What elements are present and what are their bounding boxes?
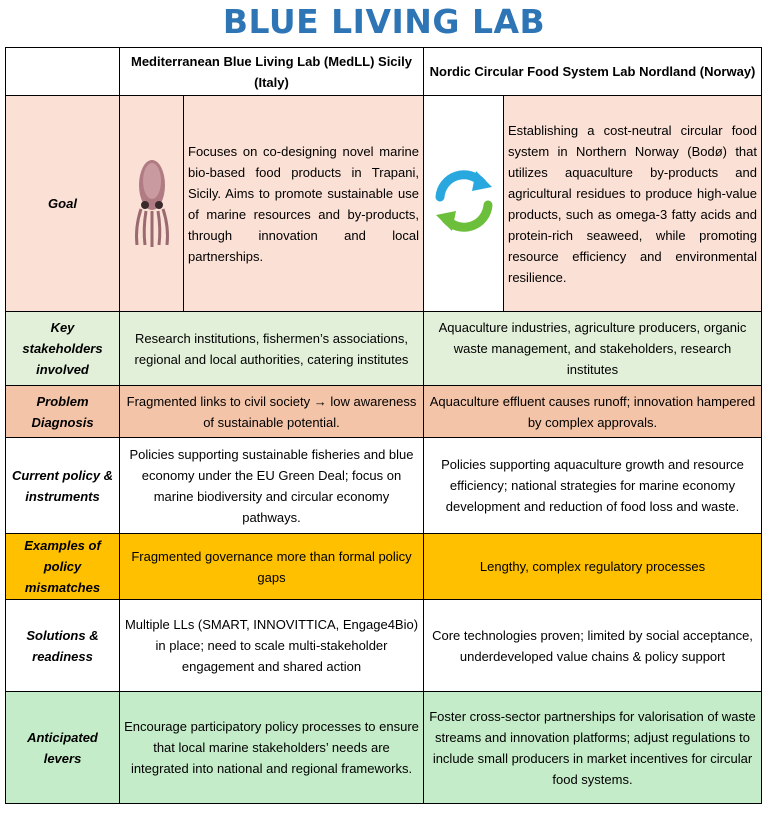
header-medll: Mediterranean Blue Living Lab (MedLL) Sicily (Italy) [120,48,424,96]
row-policy [6,438,762,534]
solutions-nordic: Core technologies proven; limited by social acceptance, underdeveloped value chains & policy support [424,600,762,692]
levers-nordic: Foster cross-sector partnerships for valorisation of waste streams and innovation platforms; adjust regulations to include small producers in market incentives for circular food systems. [424,692,762,804]
recycle-arrows-icon [424,96,504,312]
goal-medll: Focuses on co-designing novel marine bio-based food products in Trapani, Sicily. Aims to promote sustainable use of marine resources and by-products, through innovation and local partnerships. [184,96,424,312]
row-stakeholders [6,312,762,386]
row-goal [6,96,762,312]
header-empty-cell [6,48,120,96]
header-nordic: Nordic Circular Food System Lab Nordland (Norway) [424,48,762,96]
goal-nordic: Establishing a cost-neutral circular food system in Northern Norway (Bodø) that utilizes aquaculture by-products and agricultural residues to produce high-value products, such as omega-3 fatty acids and protein-rich seaweed, while promoting resource efficiency and environmental resilience. [504,96,762,312]
row-label-mismatch: Examples of policy mismatches [6,534,120,600]
problem-medll: Fragmented links to civil society → low awareness of sustainable potential. [120,386,424,438]
stakeholders-medll: Research institutions, fishermen’s associations, regional and local authorities, catering institutes [120,312,424,386]
row-label-policy: Current policy & instruments [6,438,120,534]
row-levers [6,692,762,804]
solutions-medll: Multiple LLs (SMART, INNOVITTICA, Engage4Bio) in place; need to scale multi-stakeholder engagement and shared action [120,600,424,692]
mismatch-nordic: Lengthy, complex regulatory processes [424,534,762,600]
page-title: BLUE LIVING LAB [222,2,546,41]
row-mismatch [6,534,762,600]
row-solutions [6,600,762,692]
squid-icon [120,96,184,312]
header-row [6,48,762,96]
problem-nordic: Aquaculture effluent causes runoff; innovation hampered by complex approvals. [424,386,762,438]
row-label-stakeholders: Key stakeholders involved [6,312,120,386]
row-problem [6,386,762,438]
row-label-problem: Problem Diagnosis [6,386,120,438]
policy-nordic: Policies supporting aquaculture growth and resource efficiency; national strategies for marine economy development and reduction of food loss and waste. [424,438,762,534]
row-label-goal: Goal [6,96,120,312]
row-label-solutions: Solutions & readiness [6,600,120,692]
stakeholders-nordic: Aquaculture industries, agriculture producers, organic waste management, and stakeholders, research institutes [424,312,762,386]
row-label-levers: Anticipated levers [6,692,120,804]
levers-medll: Encourage participatory policy processes to ensure that local marine stakeholders’ needs are integrated into national and regional frameworks. [120,692,424,804]
comparison-table [5,47,762,804]
policy-medll: Policies supporting sustainable fisheries and blue economy under the EU Green Deal; focus on marine biodiversity and circular economy pathways. [120,438,424,534]
mismatch-medll: Fragmented governance more than formal policy gaps [120,534,424,600]
